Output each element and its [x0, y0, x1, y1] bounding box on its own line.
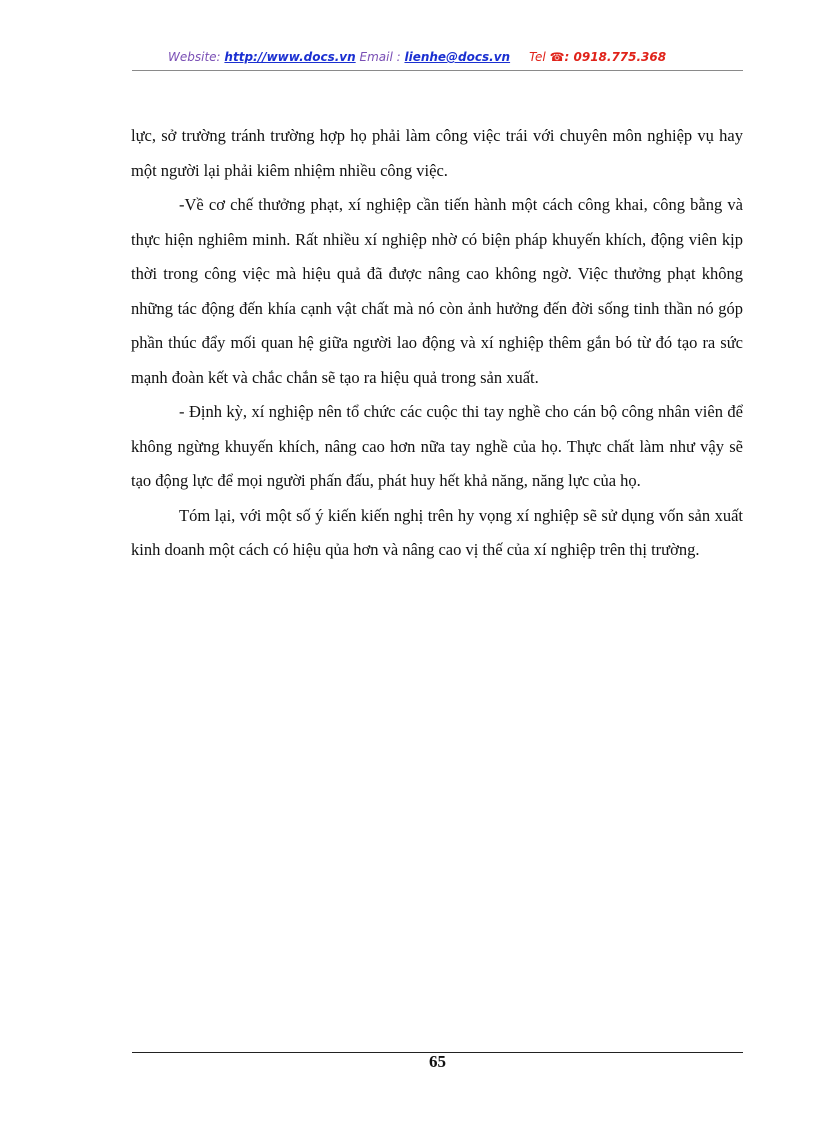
page-number: 65 [429, 1052, 446, 1071]
page-header [168, 50, 728, 64]
document-body [131, 119, 743, 568]
paragraph-reward-policy: -Về cơ chế thưởng phạt, xí nghiệp cần tiến hành một cách công khai, công bằng và thực hiện nghiêm minh. Rất nhiều xí nghiệp nhờ có biện pháp khuyến khích, động viên kịp thời trong công việc mà hiệu quả đã được nâng cao không ngờ. Việc thưởng phạt không những tác động đến khía cạnh vật chất mà nó còn ảnh hưởng đến đời sống tinh thần nó góp phần thúc đẩy mối quan hệ giữa người lao động và xí nghiệp thêm gắn bó từ đó tạo ra sức mạnh đoàn kết và chắc chắn sẽ tạo ra hiệu quả trong sản xuất. [131, 195, 743, 387]
website-link[interactable]: http://www.docs.vn [224, 50, 356, 64]
paragraph-conclusion: Tóm lại, với một số ý kiến kiến nghị trên hy vọng xí nghiệp sẽ sử dụng vốn sản xuất kinh doanh một cách có hiệu qủa hơn và nâng cao vị thế của xí nghiệp trên thị trường. [131, 505, 743, 559]
email-label: Email : [359, 50, 401, 64]
tel-label: Tel [529, 50, 546, 64]
website-label: Website: [168, 50, 221, 64]
header-divider [132, 70, 743, 71]
tel-value: : 0918.775.368 [564, 50, 667, 64]
paragraph-skill-contest: - Định kỳ, xí nghiệp nên tổ chức các cuộc thi tay nghề cho cán bộ công nhân viên để không ngừng khuyến khích, nâng cao hơn nữa tay nghề của họ. Thực chất làm như vậy sẽ tạo động lực để mọi người phấn đấu, phát huy hết khả năng, năng lực của họ. [131, 402, 743, 490]
email-link[interactable]: lienhe@docs.vn [404, 50, 511, 64]
paragraph-continuation: lực, sở trường tránh trường hợp họ phải làm công việc trái với chuyên môn nghiệp vụ hay một người lại phải kiêm nhiệm nhiều công việc. [131, 126, 743, 180]
phone-icon: ☎ [549, 50, 565, 64]
